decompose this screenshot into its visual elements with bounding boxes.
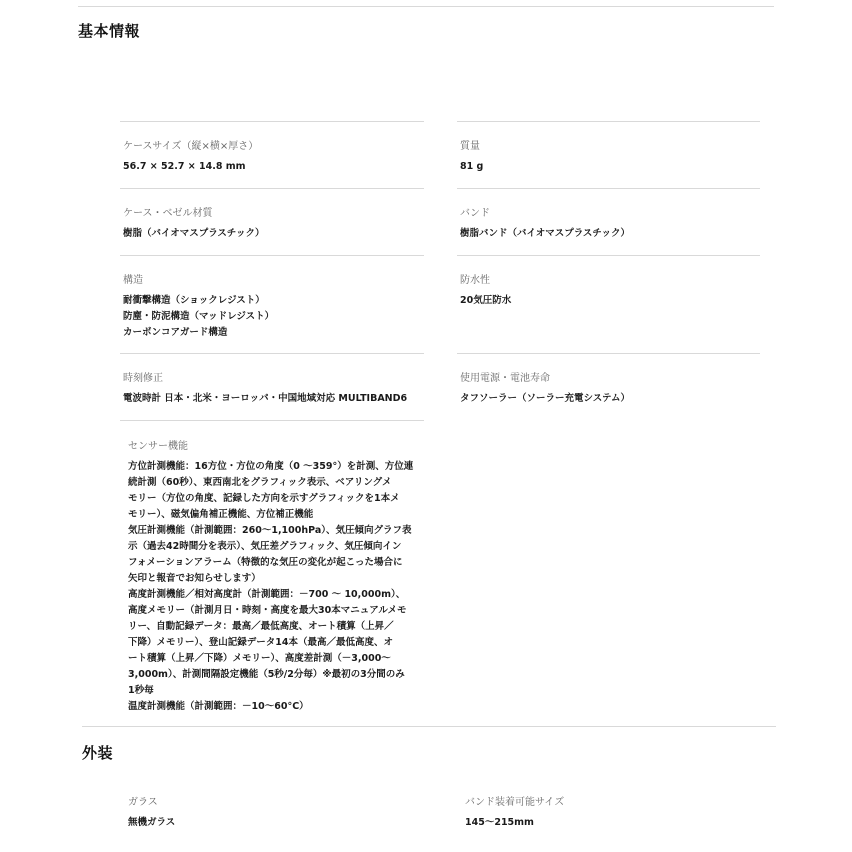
- sensor-line: 温度計測機能（計測範囲：－10～60°C）: [128, 701, 309, 712]
- case-size-label: ケースサイズ（縦×横×厚さ）: [123, 141, 259, 152]
- sensor-line: モリー）、磁気偏角補正機能、方位補正機能: [128, 509, 314, 520]
- row-divider: [457, 121, 760, 122]
- structure-line: 耐衝撃構造（ショックレジスト）: [123, 295, 265, 306]
- sensor-line: ート積算（上昇／下降）メモリー）、高度差計測（－3,000～: [128, 653, 391, 664]
- band-size-label: バンド装着可能サイズ: [465, 797, 565, 808]
- glass-label: ガラス: [128, 797, 158, 808]
- band-label: バンド: [460, 208, 490, 219]
- section-divider: [82, 726, 776, 727]
- row-divider: [457, 255, 760, 256]
- case-bezel-value: 樹脂（バイオマスプラスチック）: [123, 228, 265, 239]
- row-divider: [457, 353, 760, 354]
- time-label: 時刻修正: [123, 373, 163, 384]
- structure-value: [123, 293, 274, 341]
- sensor-line: モリー（方位の角度、記録した方向を示すグラフィックを1本メ: [128, 493, 400, 504]
- row-divider: [120, 353, 424, 354]
- power-label: 使用電源・電池寿命: [460, 373, 550, 384]
- case-size-value: 56.7 × 52.7 × 14.8 mm: [123, 161, 246, 172]
- top-divider: [78, 6, 774, 7]
- sensor-line: 気圧計測機能（計測範囲：260～1,100hPa）、気圧傾向グラフ表: [128, 525, 412, 536]
- sensor-line: 高度メモリー（計測月日・時刻・高度を最大30本マニュアルメモ: [128, 605, 407, 616]
- water-value: 20気圧防水: [460, 295, 512, 306]
- power-value: タフソーラー（ソーラー充電システム）: [460, 393, 631, 404]
- sensor-line: 矢印と報音でお知らせします）: [128, 573, 261, 584]
- sensor-line: 高度計測機能／相対高度計（計測範囲：－700 ～ 10,000m）、: [128, 589, 406, 600]
- weight-label: 質量: [460, 141, 480, 152]
- water-label: 防水性: [460, 275, 490, 286]
- sensor-line: リー、自動記録データ：最高／最低高度、オート積算（上昇／: [128, 621, 394, 632]
- sensor-line: 示（過去42時間分を表示）、気圧差グラフィック、気圧傾向イン: [128, 541, 402, 552]
- sensor-line: フォメーションアラーム（特徴的な気圧の変化が起こった場合に: [128, 557, 403, 568]
- row-divider: [120, 255, 424, 256]
- band-size-value: 145～215mm: [465, 817, 534, 828]
- section-title-basic: 基本情報: [78, 22, 141, 40]
- case-bezel-label: ケース・ベゼル材質: [123, 208, 213, 219]
- row-divider: [120, 121, 424, 122]
- sensor-line: 1秒毎: [128, 685, 154, 696]
- time-value: 電波時計 日本・北米・ヨーロッパ・中国地域対応 MULTIBAND6: [123, 393, 408, 404]
- band-value: 樹脂バンド（バイオマスプラスチック）: [460, 228, 630, 239]
- sensor-line: 方位計測機能：16方位・方位の角度（0 ～359°）を計測、方位連: [128, 461, 414, 472]
- sensor-value: [128, 459, 413, 715]
- row-divider: [457, 188, 760, 189]
- sensor-line: 続計測（60秒）、東西南北をグラフィック表示、ベアリングメ: [128, 477, 392, 488]
- row-divider: [120, 420, 424, 421]
- row-divider: [120, 188, 424, 189]
- sensor-line: 3,000m）、計測間隔設定機能（5秒/2分毎）※最初の3分間のみ: [128, 669, 405, 680]
- sensor-label: センサー機能: [128, 441, 188, 452]
- section-title-exterior: 外装: [82, 744, 114, 762]
- weight-value: 81 g: [460, 161, 484, 172]
- structure-line: 防塵・防泥構造（マッドレジスト）: [123, 311, 275, 322]
- glass-value: 無機ガラス: [128, 817, 176, 828]
- sensor-line: 下降）メモリー）、登山記録データ14本（最高／最低高度、オ: [128, 637, 393, 648]
- structure-label: 構造: [123, 275, 143, 286]
- structure-line: カーボンコアガード構造: [123, 327, 228, 338]
